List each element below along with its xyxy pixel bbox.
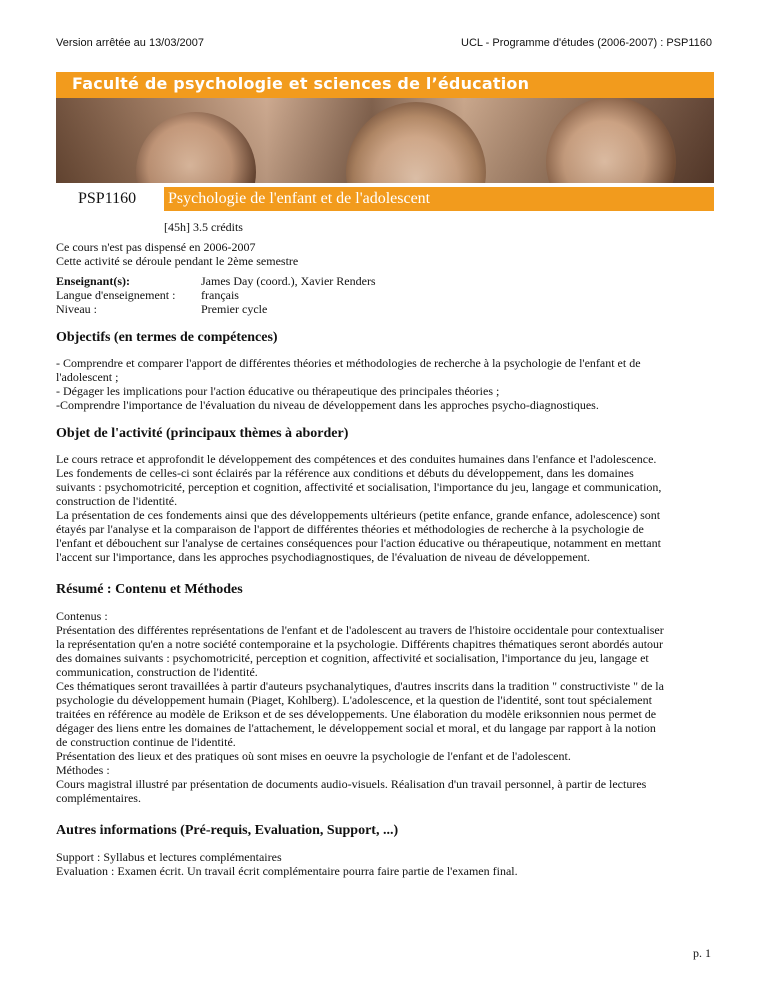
course-title-bar (164, 187, 714, 211)
text-line: des domaines suivants : psychomotricité, perception et cognition, affectivité et socialisation, l'importance du jeu, langage et (56, 651, 649, 665)
meta-row-teachers (56, 274, 376, 288)
banner-title: Faculté de psychologie et sciences de l’éducation (72, 74, 530, 93)
level-value: Premier cycle (201, 302, 268, 316)
text-line: -Comprendre l'importance de l'évaluation du niveau de développement dans les approches psycho-diagnostiques. (56, 398, 599, 412)
language-label: Langue d'enseignement : (56, 288, 176, 302)
section-body-objet (56, 452, 716, 564)
meta-row-level (56, 302, 376, 316)
text-line: Les fondements de celles-ci sont éclairés par la référence aux conditions et débuts du développement, dans les domaines (56, 466, 634, 480)
section-title-autres: Autres informations (Pré-requis, Evaluation, Support, ...) (56, 823, 399, 838)
text-line: complémentaires. (56, 791, 141, 805)
course-code: PSP1160 (78, 190, 137, 207)
section-body-resume (56, 609, 716, 805)
course-meta (56, 274, 376, 316)
course-note-semester: Cette activité se déroule pendant le 2ème semestre (56, 254, 299, 268)
text-line: - Dégager les implications pour l'action éducative ou thérapeutique des principales théories ; (56, 384, 500, 398)
text-line: de construction continue de l'identité. (56, 735, 236, 749)
course-note-availability: Ce cours n'est pas dispensé en 2006-2007 (56, 240, 256, 254)
text-line: la représentation qu'en a notre société contemporaine et la psychologie. Différents chapitres thématiques seront abordés autour (56, 637, 664, 651)
text-line: suivants : psychomotricité, perception et cognition, affectivité et socialisation, l'importance du jeu, langage et communication, (56, 480, 662, 494)
text-line: Evaluation : Examen écrit. Un travail écrit complémentaire pourra faire partie de l'examen final. (56, 864, 518, 878)
section-title-objet: Objet de l'activité (principaux thèmes à aborder) (56, 426, 349, 441)
level-label: Niveau : (56, 302, 97, 316)
page-header-program: UCL - Programme d'études (2006-2007) : PSP1160 (461, 37, 712, 49)
course-hours-credits: [45h] 3.5 crédits (164, 220, 243, 234)
text-line: construction de l'identité. (56, 494, 178, 508)
text-line: Le cours retrace et approfondit le développement des compétences et des conduites humaines dans l'enfance et l'adolescence. (56, 452, 657, 466)
text-line: traitées en référence au modèle de Erikson et de ses développements. Une élaboration du modèle eriksonnien nous permet de (56, 707, 657, 721)
meta-row-language (56, 288, 376, 302)
section-title-resume: Résumé : Contenu et Méthodes (56, 582, 243, 597)
text-line: Contenus : (56, 609, 108, 623)
text-line: Présentation des différentes représentations de l'enfant et de l'adolescent au travers de l'histoire occidentale pour contextualiser (56, 623, 664, 637)
text-line: psychologie du développement humain (Piaget, Kohlberg). L'adolescence, et la question de l'identité, sont tout spécialement (56, 693, 652, 707)
text-line: Ces thématiques seront travaillées à partir d'auteurs psychanalytiques, d'autres inscrits dans la tradition " constructiviste " de la (56, 679, 664, 693)
text-line: Présentation des lieux et des pratiques où sont mises en oeuvre la psychologie de l'enfant et de l'adolescent. (56, 749, 571, 763)
text-line: communication, construction de l'identité. (56, 665, 258, 679)
section-body-autres (56, 850, 716, 878)
teachers-label: Enseignant(s): (56, 274, 131, 288)
text-line: Méthodes : (56, 763, 110, 777)
text-line: Cours magistral illustré par présentation de documents audio-visuels. Réalisation d'un travail personnel, à partir de lectures (56, 777, 647, 791)
page-header-version: Version arrêtée au 13/03/2007 (56, 37, 205, 49)
text-line: l'adolescent ; (56, 370, 119, 384)
text-line: étayés par l'analyse et la comparaison de l'apport de différentes théories et méthodologies de recherche à la psychologie de (56, 522, 644, 536)
text-line: - Comprendre et comparer l'apport de différentes théories et méthodologies de recherche à la psychologie de l'enfant et de (56, 356, 641, 370)
text-line: l'accent sur l'importance, dans les approches psychodiagnostiques, de l'évaluation de niveau de développement. (56, 550, 590, 564)
text-line: La présentation de ces fondements ainsi que des développements ultérieurs (petite enfance, grande enfance, adolescence) sont (56, 508, 661, 522)
text-line: l'enfant et débouchent sur l'analyse de certaines conséquences pour l'action éducative ou thérapeutique, notamment en mettant (56, 536, 661, 550)
course-title: Psychologie de l'enfant et de l'adolescent (168, 190, 431, 207)
text-line: dégager des liens entre les domaines de l'attachement, le développement social et moral, et du langage par rapport à la notion (56, 721, 656, 735)
section-title-objectifs: Objectifs (en termes de compétences) (56, 330, 278, 345)
language-value: français (201, 288, 239, 302)
teachers-value: James Day (coord.), Xavier Renders (201, 274, 376, 288)
faculty-banner (56, 72, 714, 183)
section-body-objectifs (56, 356, 716, 412)
text-line: Support : Syllabus et lectures complémentaires (56, 850, 282, 864)
page-number: p. 1 (693, 946, 711, 960)
